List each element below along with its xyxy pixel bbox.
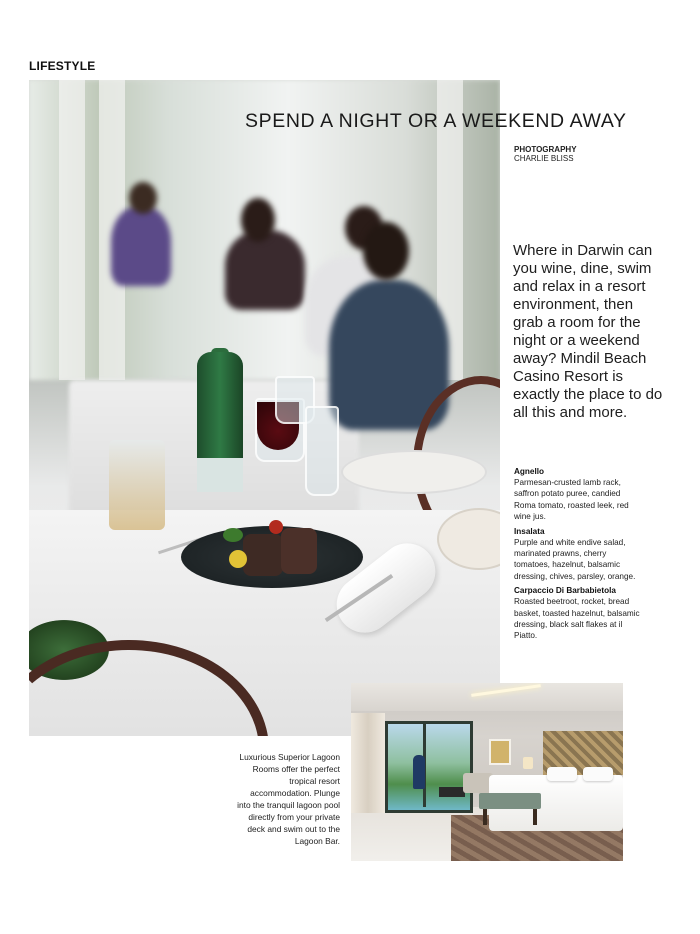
dish-name: Agnello [514,467,545,476]
dish-description: Roasted beetroot, rocket, bread basket, toasted hazelnut, balsamic dressing, black salt flakes at il Piatto. [514,597,640,641]
hotel-room-photo [351,683,623,861]
intro-paragraph: Where in Darwin can you wine, dine, swim and relax in a resort environment, then grab a room for the night or a weekend away? Mindil Beach Casino Resort is exactly the place to do all this and more. [513,242,663,421]
dish-name: Carpaccio Di Barbabietola [514,586,616,596]
headline: SPEND A NIGHT OR A WEEKEND AWAY [245,110,627,132]
dish-name: Insalata [514,526,545,536]
menu-item [514,526,640,583]
credit-name: CHARLIE BLISS [514,154,574,163]
photo-caption: Luxurious Superior Lagoon Rooms offer the perfect tropical resort accommodation. Plunge into the tranquil lagoon pool directly from your private deck and swim out to the Lagoon Bar. [237,752,340,846]
menu-item [514,585,640,642]
photo-credit [514,145,577,163]
restaurant-photo [29,80,500,736]
dish-description: Purple and white endive salad, marinated prawns, cherry tomatoes, hazelnut, balsamic dressing, chives, parsley, orange. [514,537,636,581]
credit-role: PHOTOGRAPHY [514,145,577,154]
dish-description: Parmesan-crusted lamb rack, saffron potato puree, candied Roma tomato, roasted leek, red wine jus. [514,478,629,522]
menu-list [514,466,640,645]
section-label: LIFESTYLE [29,59,96,73]
menu-item [514,466,640,523]
